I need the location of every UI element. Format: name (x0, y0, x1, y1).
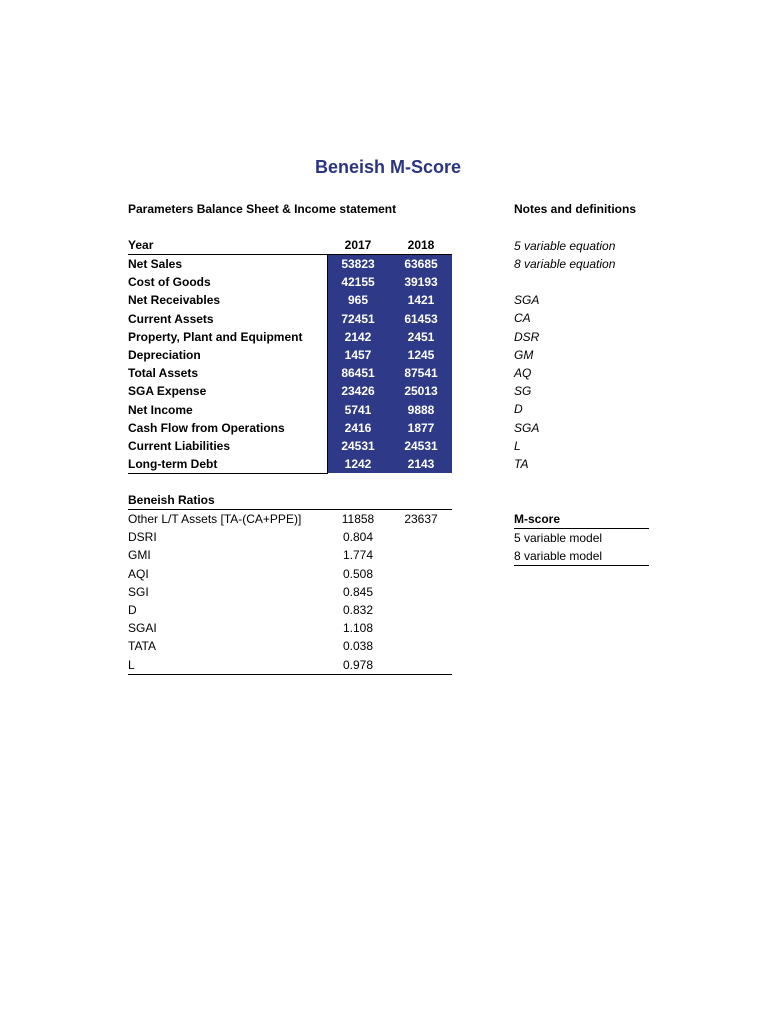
parameter-value-2017: 5741 (344, 402, 372, 417)
ratio-label: DSRI (128, 530, 157, 545)
ratios-bottom-border (128, 674, 452, 675)
mscore-5-variable-model: 5 variable model (514, 531, 603, 545)
parameter-row (0, 328, 768, 346)
parameter-label: Net Receivables (128, 293, 221, 308)
parameter-value-2018: 1245 (407, 348, 435, 362)
page-title: Beneish M-Score (314, 157, 462, 177)
ratio-row (0, 565, 768, 583)
parameter-row (0, 437, 768, 455)
ratio-label: SGI (128, 584, 149, 599)
ratio-row (0, 528, 768, 546)
note-item: AQ (514, 365, 532, 380)
parameter-value-2018: 9888 (407, 402, 435, 417)
parameter-label: Property, Plant and Equipment (128, 329, 303, 344)
year-header-row (0, 236, 768, 254)
parameter-row (0, 273, 768, 291)
year-2017: 2017 (344, 238, 372, 252)
parameter-value-2017: 1242 (344, 457, 372, 472)
parameter-value-2018: 2451 (407, 329, 435, 344)
year-label: Year (128, 238, 154, 252)
parameter-label: Net Sales (128, 257, 183, 271)
parameter-value-2018: 24531 (404, 439, 438, 453)
mscore-bottom-border (514, 565, 649, 566)
parameter-label: Current Assets (128, 311, 214, 326)
parameter-value-2018: 25013 (404, 384, 438, 399)
parameter-row (0, 346, 768, 364)
ratio-row (0, 510, 768, 528)
parameter-value-2018: 2143 (407, 457, 435, 472)
parameter-row (0, 255, 768, 273)
parameter-row (0, 455, 768, 473)
ratio-label: L (128, 657, 135, 672)
note-item: DSR (514, 329, 540, 344)
parameter-row (0, 419, 768, 437)
ratio-label: SGAI (128, 621, 157, 636)
parameter-value-2018: 87541 (404, 366, 438, 381)
ratio-row (0, 546, 768, 564)
ratio-row (0, 637, 768, 655)
parameter-row (0, 291, 768, 309)
parameter-value-2018: 1421 (407, 293, 435, 308)
ratio-value-2017: 0.804 (342, 530, 374, 545)
ratio-label: GMI (128, 548, 151, 563)
parameter-value-2018: 1877 (407, 420, 435, 435)
ratio-value-2017: 0.845 (342, 584, 374, 599)
parameter-value-2017: 1457 (344, 348, 372, 362)
ratio-value-2017: 11858 (341, 512, 375, 526)
parameters-bottom-border (128, 473, 328, 474)
parameter-value-2017: 2142 (344, 329, 372, 344)
parameter-value-2017: 965 (347, 293, 369, 308)
ratio-row (0, 583, 768, 601)
ratio-row (0, 656, 768, 674)
note-item: SG (514, 384, 532, 399)
parameter-row (0, 401, 768, 419)
parameter-value-2017: 23426 (341, 384, 375, 399)
ratio-value-2017: 0.978 (342, 657, 374, 672)
note-item: 8 variable equation (514, 256, 616, 271)
parameter-value-2018: 61453 (404, 311, 438, 326)
ratio-value-2018: 23637 (404, 512, 438, 526)
ratio-label: AQI (128, 566, 149, 581)
note-item: D (514, 402, 523, 417)
ratio-value-2017: 1.774 (342, 548, 374, 563)
ratio-label: Other L/T Assets [TA-(CA+PPE)] (128, 512, 302, 526)
parameter-value-2017: 53823 (341, 257, 375, 271)
note-item: SGA (514, 420, 540, 435)
parameter-label: Depreciation (128, 348, 201, 362)
parameter-row (0, 310, 768, 328)
parameter-label: Current Liabilities (128, 439, 231, 453)
parameters-header: Parameters Balance Sheet & Income statement (128, 202, 397, 216)
parameter-label: Cost of Goods (128, 275, 211, 290)
parameter-row (0, 364, 768, 382)
parameter-value-2017: 42155 (341, 275, 375, 290)
note-item: GM (514, 347, 534, 362)
parameter-row (0, 382, 768, 400)
mscore-header: M-score (514, 512, 561, 526)
parameter-value-2017: 86451 (341, 366, 375, 381)
ratio-label: TATA (128, 639, 156, 654)
parameter-label: Total Assets (128, 366, 199, 381)
parameter-value-2017: 24531 (341, 439, 375, 453)
note-item: TA (514, 456, 529, 471)
ratios-header: Beneish Ratios (128, 493, 215, 507)
parameter-label: Long-term Debt (128, 457, 218, 472)
note-item: L (514, 438, 521, 453)
note-item: SGA (514, 293, 540, 308)
parameter-value-2017: 72451 (341, 311, 375, 326)
parameter-label: SGA Expense (128, 384, 207, 399)
year-2018: 2018 (407, 238, 435, 252)
note-item: CA (514, 311, 531, 326)
ratio-label: D (128, 603, 137, 617)
ratio-row (0, 601, 768, 619)
parameter-value-2017: 2416 (344, 420, 372, 435)
parameter-value-2018: 63685 (404, 257, 438, 271)
ratio-value-2017: 0.508 (342, 566, 374, 581)
mscore-8-variable-model: 8 variable model (514, 549, 603, 563)
ratio-value-2017: 1.108 (342, 621, 374, 636)
notes-header: Notes and definitions (514, 202, 637, 216)
ratio-row (0, 619, 768, 637)
ratio-value-2017: 0.832 (342, 603, 374, 617)
ratio-value-2017: 0.038 (342, 639, 374, 654)
parameter-label: Net Income (128, 402, 193, 417)
note-item: 5 variable equation (514, 238, 616, 253)
parameter-label: Cash Flow from Operations (128, 420, 285, 435)
parameter-value-2018: 39193 (404, 275, 438, 290)
